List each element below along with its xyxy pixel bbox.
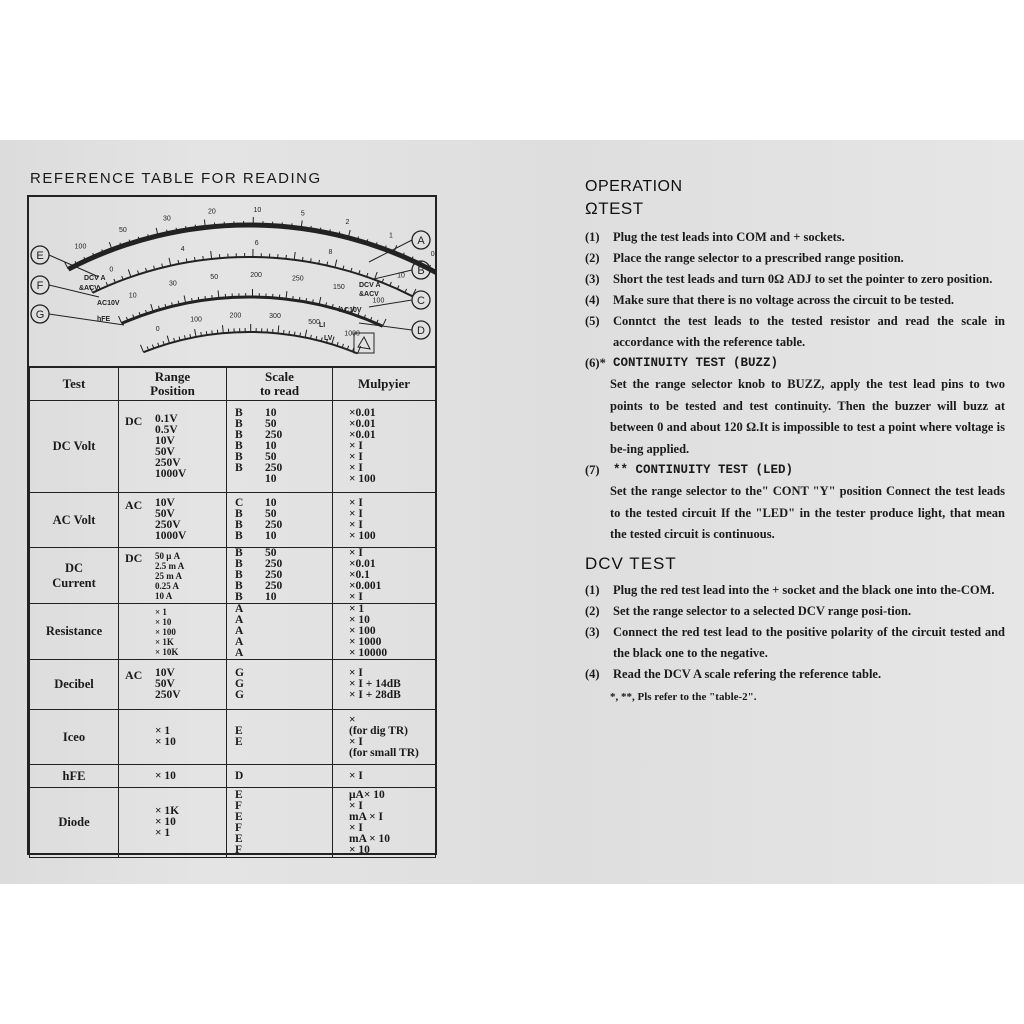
dial-tick [306, 298, 307, 302]
cell-range [119, 710, 227, 765]
dial-tick [195, 225, 196, 229]
range-value: 0.25 A [155, 580, 180, 591]
reference-box [27, 195, 437, 855]
scale-read: 10 [265, 591, 277, 603]
dial-label: 1000 [344, 330, 360, 338]
range-value: 10V [155, 667, 175, 679]
scale-name: &ACV [359, 291, 379, 298]
multiplier-value: × I [349, 736, 363, 748]
multiplier-value: × 10 [349, 614, 370, 626]
cell-multiplier [333, 604, 436, 660]
range-value: 2.5 m A [155, 560, 185, 571]
step-number: (1) [585, 230, 600, 244]
dial-tick [141, 345, 144, 352]
scale-letter: C [235, 497, 244, 509]
cell-multiplier [333, 548, 436, 604]
dial-tick [284, 330, 285, 334]
buzz-title: CONTINUITY TEST (BUZZ) [613, 356, 779, 370]
buzz-num: (6)* [585, 356, 606, 370]
scale-letter: B [235, 558, 243, 570]
range-value: × 10K [155, 646, 179, 657]
range-value: × 10 [155, 769, 176, 782]
scale-letter: E [235, 736, 243, 748]
table-row [30, 493, 436, 548]
dial-label: 100 [190, 316, 202, 324]
scale-name: AC10V [339, 307, 362, 314]
multiplier-value: × I [349, 799, 363, 812]
scale-name: DCV A [359, 282, 381, 289]
range-value: 1000V [155, 467, 187, 480]
dial-tick [186, 226, 187, 230]
dcv-steps [585, 580, 1005, 685]
scale-name: &ACV [79, 285, 99, 292]
dial-tick [311, 226, 312, 230]
cell-scale [227, 493, 333, 548]
dial-label: 4 [180, 246, 185, 253]
dial-tick [192, 298, 193, 302]
cell-scale [227, 604, 333, 660]
range-value: 50 μ A [155, 550, 181, 561]
scale-letter: A [235, 603, 244, 615]
header-test: Test [30, 367, 119, 401]
step-number: (4) [585, 666, 600, 681]
dial-label: 10 [397, 272, 405, 280]
cell-scale [227, 660, 333, 710]
cell-range [119, 660, 227, 710]
step-text: Connect the red test lead to the positive polarity of the circuit tested and the black one to the negative. [613, 624, 1005, 660]
dial-tick [119, 316, 122, 323]
cell-range [119, 788, 227, 858]
scale-name: hFE [97, 316, 111, 323]
scale-letter: B [235, 569, 243, 581]
cell-range [119, 604, 227, 660]
scale-read: 50 [265, 547, 277, 559]
dcv-test-title: DCV TEST [585, 553, 677, 573]
range-value: 0.5V [155, 423, 178, 436]
dial-label: 50 [210, 273, 219, 281]
reference-title: REFERENCE TABLE FOR READING [30, 170, 322, 187]
scale-letter: F [235, 821, 243, 834]
dial-tick [169, 258, 171, 266]
range-value: × 1K [155, 636, 174, 647]
multiplier-value: × 100 [349, 473, 376, 485]
range-prefix: AC [125, 498, 143, 512]
scale-letter: G [235, 689, 244, 701]
dial-label: 30 [169, 280, 177, 288]
step-number: (5) [585, 314, 600, 328]
cell-scale [227, 765, 333, 788]
marker-letter: D [417, 325, 425, 337]
scale-name: DCV A [84, 275, 106, 282]
range-value: × 1 [155, 725, 171, 737]
scale-letter: B [235, 547, 243, 559]
step-number: (2) [585, 603, 600, 618]
cell-range [119, 548, 227, 604]
buzz-step [585, 353, 1005, 374]
step-text: Make sure that there is no voltage across the circuit to be tested. [613, 293, 955, 307]
multiplier-value: × 10 [349, 843, 370, 856]
multiplier-value: × I [349, 591, 363, 603]
step-number: (2) [585, 251, 600, 265]
dial-label: 20 [208, 208, 216, 216]
ohm-steps [585, 227, 1005, 353]
dial-tick [311, 258, 312, 262]
range-value: 250V [155, 689, 181, 701]
dial-tick [212, 330, 213, 334]
scale-letter: E [235, 832, 243, 845]
step-number: (3) [585, 624, 600, 639]
multiplier-value: ×0.1 [349, 569, 370, 581]
scale-read: 250 [265, 558, 283, 570]
leader-line [359, 323, 412, 330]
scale-letter: B [235, 429, 243, 441]
range-value: × 1 [155, 827, 171, 839]
dial-tick [383, 319, 386, 326]
range-value: 10V [155, 497, 175, 509]
scale-letter: B [235, 508, 243, 520]
dial-tick [195, 257, 196, 261]
range-value: 0.1V [155, 412, 178, 425]
table-row [30, 548, 436, 604]
scale-name: LI [319, 322, 326, 329]
cell-range [119, 765, 227, 788]
header-range: Range Position [119, 367, 227, 401]
multiplier-value: ×0.01 [349, 418, 376, 430]
multiplier-value: × [349, 714, 356, 726]
dial-label: 100 [74, 243, 87, 251]
step-item [585, 248, 1005, 269]
dial-label: 150 [333, 284, 345, 292]
operation-title: OPERATION [585, 178, 683, 195]
cell-scale [227, 401, 333, 493]
scale-letter: B [235, 530, 243, 542]
scale-read: 10 [265, 530, 277, 542]
cell-test: Decibel [30, 660, 119, 710]
dial-label: 0 [109, 266, 114, 274]
dial-tick [176, 228, 177, 232]
cell-scale [227, 788, 333, 858]
buzz-text: Set the range selector knob to BUZZ, apply the test lead pins to two points to be tested and test continuity. Then the buzzer will buzz at between 0 and about 120 Ω.It is impossible to test a point where voltage is be-ing applied. [610, 377, 1005, 456]
cell-test: DC Current [30, 548, 119, 604]
cell-test: Diode [30, 788, 119, 858]
scale-letter: B [235, 451, 243, 463]
multiplier-value: × I [349, 508, 363, 520]
multiplier-value: × I [349, 667, 363, 679]
dial-tick [320, 228, 321, 232]
table-note: *, **, Pls refer to the "table-2". [610, 690, 757, 703]
step-text: Short the test leads and turn 0Ω ADJ to set the pointer to zero position. [613, 272, 993, 286]
range-value: 50V [155, 678, 175, 690]
dial-label: 30 [163, 215, 171, 223]
dial-label: 500 [308, 319, 320, 327]
header-mult: Mulpyier [333, 367, 436, 401]
cell-test: DC Volt [30, 401, 119, 493]
dial-tick [293, 296, 294, 300]
marker-letter: E [36, 250, 44, 262]
multiplier-value: × I + 28dB [349, 689, 401, 701]
reference-table [29, 366, 436, 858]
cell-multiplier [333, 493, 436, 548]
scale-letter: E [235, 788, 243, 801]
dial-tick [299, 297, 300, 301]
multiplier-value: ×0.001 [349, 580, 382, 592]
dial-label: 50 [119, 227, 127, 235]
cell-test: hFE [30, 765, 119, 788]
meter-dial-diagram [29, 197, 435, 368]
dial-label: 0 [155, 326, 160, 334]
scale-letter: B [235, 440, 243, 452]
cell-multiplier [333, 401, 436, 493]
scale-name: AC10V [97, 300, 120, 307]
led-step [585, 460, 1005, 481]
cell-multiplier [333, 788, 436, 858]
dial-tick [302, 257, 303, 261]
scale-letter: E [235, 725, 243, 737]
marker-letter: F [36, 280, 44, 292]
marker-letter: C [417, 295, 425, 307]
dial-tick [201, 332, 202, 336]
scale-letter: B [235, 591, 243, 603]
multiplier-value: × I [349, 769, 363, 782]
marker-letter: B [417, 265, 425, 277]
scale-letter: A [235, 636, 244, 648]
scale-letter: B [235, 418, 243, 430]
range-value: × 10 [155, 816, 176, 828]
scale-letter: G [235, 667, 244, 679]
scale-read: 10 [265, 497, 277, 509]
scale-letter: B [235, 580, 243, 592]
dial-tick [211, 251, 212, 259]
step-text: Read the DCV A scale refering the reference table. [613, 666, 882, 681]
multiplier-value: ×0.01 [349, 407, 376, 419]
multiplier-value: × 1000 [349, 636, 382, 648]
dial-label: 5 [300, 210, 305, 218]
multiplier-value: × I [349, 519, 363, 531]
scale-letter: B [235, 519, 243, 531]
range-value: × 1 [155, 606, 167, 617]
dial-tick [128, 269, 131, 277]
multiplier-value: × I [349, 547, 363, 559]
scale-letter: E [235, 810, 243, 823]
led-num: (7) [585, 463, 600, 477]
marker-letter: G [35, 309, 45, 321]
range-value: 10V [155, 434, 175, 447]
scale-letter: F [235, 799, 243, 812]
step-text: Plug the test leads into COM and + sockets. [613, 230, 845, 244]
dial-tick [198, 297, 199, 301]
scale-read: 10 [265, 473, 277, 485]
multiplier-value: mA × 10 [349, 832, 391, 845]
scale-name: LV [324, 335, 333, 342]
table-row [30, 401, 436, 493]
multiplier-value: (for small TR) [349, 747, 419, 759]
step-item [585, 290, 1005, 311]
range-value: × 100 [155, 626, 176, 637]
step-item [585, 311, 1005, 353]
scale-letter: G [235, 678, 244, 690]
dial-tick [167, 336, 169, 344]
multiplier-value: × I [349, 821, 363, 834]
multiplier-value: mA × I [349, 810, 384, 823]
cell-range [119, 493, 227, 548]
cell-test: Resistance [30, 604, 119, 660]
range-value: 1000V [155, 530, 187, 542]
scale-read: 250 [265, 569, 283, 581]
cell-multiplier [333, 710, 436, 765]
dial-label: 300 [269, 313, 281, 321]
dial-tick [206, 331, 207, 335]
range-value: 10 A [155, 590, 173, 601]
scale-read: 10 [265, 407, 277, 419]
range-prefix: AC [125, 668, 143, 682]
step-number: (1) [585, 582, 600, 597]
table-row [30, 710, 436, 765]
multiplier-value: × 100 [349, 625, 376, 637]
multiplier-value: × I + 14dB [349, 678, 401, 690]
step-item [585, 580, 1005, 601]
scale-read: 50 [265, 418, 277, 430]
scale-read: 250 [265, 462, 283, 474]
scale-letter: B [235, 462, 243, 474]
dial-label: 1 [389, 232, 393, 240]
dial-tick [223, 325, 224, 333]
multiplier-value: (for dig TR) [349, 725, 408, 737]
cell-multiplier [333, 660, 436, 710]
step-text: Plug the red test lead into the + socket and the black one into the-COM. [613, 582, 995, 597]
range-value: × 10 [155, 616, 172, 627]
scale-read: 10 [265, 440, 277, 452]
range-prefix: DC [125, 413, 143, 428]
scale-letter: F [235, 843, 243, 856]
dial-label: 200 [250, 272, 262, 280]
dial-label: 10 [253, 207, 262, 215]
mirror-logo-mark [358, 337, 370, 349]
range-value: 50V [155, 445, 175, 458]
dial-tick [335, 260, 337, 268]
multiplier-value: × I [349, 462, 363, 474]
scale-read: 250 [265, 580, 283, 592]
dial-svg [29, 197, 435, 366]
dial-label: 0 [430, 251, 435, 259]
range-value: 250V [155, 519, 181, 531]
led-text: Set the range selector to the" CONT "Y" position Connect the test leads to the tested circuit If the "LED" in the tester produce light, that mean the tested circuit is continuous. [610, 484, 1005, 541]
scale-letter: D [235, 769, 244, 782]
dial-tick [289, 331, 290, 335]
multiplier-value: × I [349, 451, 363, 463]
range-value: 250V [155, 456, 181, 469]
range-value: × 1K [155, 805, 180, 817]
range-prefix: DC [125, 550, 143, 565]
dial-label: 10 [128, 292, 137, 300]
led-title: ** CONTINUITY TEST (LED) [613, 463, 794, 477]
step-item [585, 601, 1005, 622]
dial-tick [294, 252, 295, 260]
table-row [30, 788, 436, 858]
reference-table-body [30, 401, 436, 858]
leader-line [374, 270, 412, 279]
dial-label: 2 [345, 219, 350, 227]
operation-section [585, 178, 1005, 703]
cell-test: Iceo [30, 710, 119, 765]
table-row [30, 660, 436, 710]
ohm-test-title: ΩTEST [585, 199, 644, 218]
range-value: × 10 [155, 736, 176, 748]
scale-letter: A [235, 625, 244, 637]
cell-multiplier [333, 765, 436, 788]
multiplier-value: ×0.01 [349, 558, 376, 570]
range-value: 50V [155, 508, 175, 520]
header-scale: Scale to read [227, 367, 333, 401]
multiplier-value: × I [349, 440, 363, 452]
scale-letter: A [235, 647, 244, 659]
scale-read: 250 [265, 519, 283, 531]
scale-letter: A [235, 614, 244, 626]
multiplier-value: ×0.01 [349, 429, 376, 441]
dial-tick [286, 255, 287, 259]
step-number: (4) [585, 293, 600, 307]
dial-label: 200 [229, 312, 242, 320]
dial-label: 250 [291, 275, 304, 283]
dial-tick [186, 258, 187, 262]
table-row [30, 765, 436, 788]
range-value: 25 m A [155, 570, 182, 581]
step-number: (3) [585, 272, 600, 286]
dial-label: 6 [254, 240, 259, 248]
dial-tick [205, 296, 206, 300]
leader-line [49, 314, 124, 325]
scale-read: 50 [265, 508, 277, 520]
cell-scale [227, 710, 333, 765]
cell-range [119, 401, 227, 493]
scale-letter: B [235, 407, 243, 419]
step-text: Set the range selector to a selected DCV range posi-tion. [613, 603, 912, 618]
dial-tick [195, 329, 197, 337]
cell-test: AC Volt [30, 493, 119, 548]
scale-read: 50 [265, 451, 277, 463]
dial-label: 100 [372, 297, 385, 305]
multiplier-value: μA× 10 [349, 788, 385, 801]
table-row [30, 604, 436, 660]
step-item [585, 622, 1005, 664]
dial-tick [300, 333, 301, 337]
multiplier-value: × 1 [349, 603, 365, 615]
multiplier-value: × 100 [349, 530, 376, 542]
step-item [585, 227, 1005, 248]
multiplier-value: × I [349, 497, 363, 509]
step-item [585, 269, 1005, 290]
manual-page [0, 140, 1024, 884]
step-text: Conntct the test leads to the tested resistor and read the scale in accordance with the reference table. [613, 314, 1005, 349]
multiplier-value: × 10000 [349, 647, 388, 659]
dial-tick [305, 330, 307, 338]
dial-tick [278, 326, 279, 334]
step-item [585, 664, 1005, 685]
dial-label: 8 [328, 249, 333, 256]
cell-scale [227, 548, 333, 604]
dial-tick [294, 332, 295, 336]
step-text: Place the range selector to a prescribed range position. [613, 251, 904, 265]
scale-read: 250 [265, 429, 283, 441]
marker-letter: A [417, 235, 425, 247]
dial-tick [203, 256, 204, 260]
